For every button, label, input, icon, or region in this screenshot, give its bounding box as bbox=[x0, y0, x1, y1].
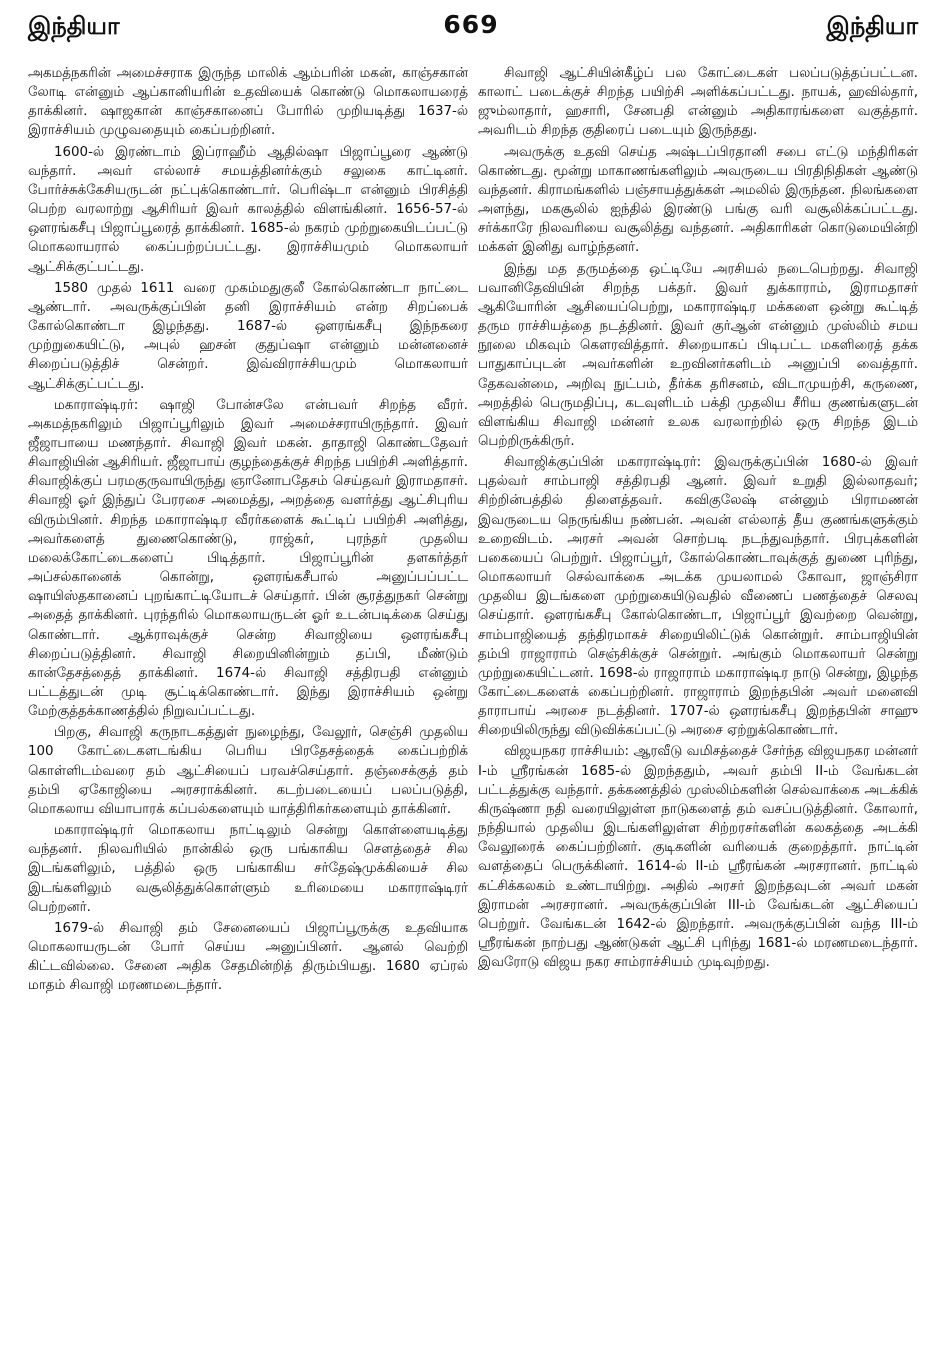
right-column bbox=[478, 64, 918, 1354]
paragraph: இந்து மத தருமத்தை ஒட்டியே அரசியல் நடைபெற்றது. சிவாஜி பவானிதேவியின் சிறந்த பக்தர். இவர் துக்காராம், இராமதாசர் ஆகியோரின் ஆசியைப்பெற்று, மகாராஷ்டிர மக்களை ஒன்று கூட்டித் தரும ராச்சியத்தை நடத்தினர். இவர் குர்ஆன் என்னும் முஸ்லிம் சமய நூலை மிகவும் கௌரவித்தார். சிறையாகப் பிடிபட்ட மகளிரைத் தக்க பாதுகாப்புடன் அவர்களின் உறவினர்களிடம் அனுப்பி வைத்தார். தேகவன்மை, அறிவு நுட்பம், தீர்க்க தரிசனம், விடாமுயற்சி, கருணை, அறத்தில் பெருமதிப்பு, கடவுளிடம் பக்தி முதலிய சீரிய குணங்களுடன் விளங்கிய சிவாஜி மன்னர் உலக வரலாற்றில் ஒரு சிறந்த இடம் பெற்றிருக்கிருர். bbox=[478, 261, 918, 449]
page-header bbox=[0, 6, 942, 52]
paragraph: அகமத்நகரின் அமைச்சராக இருந்த மாலிக் ஆம்பரின் மகன், காஞ்சகான் லோடி என்னும் ஆப்கானியரின் உதவியைக் கொண்டு மொகலாயரைத் தாக்கினர். ஷாஜகான் காஞ்சகானைப் போரில் முறியடித்து 1637-ல் இராச்சியம் முழுவதையும் கைப்பற்றினர். bbox=[28, 66, 468, 139]
paragraph: 1580 முதல் 1611 வரை முகம்மதுகுலீ கோல்கொண்டா நாட்டை ஆண்டார். அவருக்குப்பின் தனி இராச்சியம் என்ற சிறப்பைக் கோல்கொண்டா இழந்தது. 1687-ல் ஔரங்கசீபு இந்நகரை முற்றுகையிட்டு, அபுல் ஹசன் குதுப்ஷா என்னும் மன்னனைச் சிறைப்படுத்திச் சென்றர். இவ்விராச்சியமும் மொகலாயர் ஆட்சிக்குட்பட்டது. bbox=[28, 280, 468, 392]
paragraph: விஜயநகர ராச்சியம்: ஆரவீடு வமிசத்தைச் சேர்ந்த விஜயநகர மன்னர் I-ம் ஸ்ரீரங்கன் 1685-ல் இறந்ததும், அவர் தம்பி II-ம் வேங்கடன் பட்டத்துக்கு வந்தார். தக்கணத்தில் முஸ்லிம்களின் செல்வாக்கை அடக்கிக் கிருஷ்ணா நதி வரையிலுள்ள நாடுகளைத் தம் வசப்படுத்தினர். கோலார், நந்தியால் முதலிய இடங்களிலுள்ள சிற்றரசர்களின் கலகத்தை அடக்கி வேலூரைக் கைப்பற்றினர். குடிகளின் வரியைக் குறைத்தார். நாட்டின் வளத்தைப் பெருக்கினர். 1614-ல் II-ம் ஸ்ரீரங்கன் அரசரானர். நாட்டில் கட்சிக்கலகம் உண்டாயிற்று. அதில் அரசர் இறந்தவுடன் அவர் மகன் இராமன் அரசரானர். அவருக்குப்பின் III-ம் வேங்கடன் ஆட்சியைப் பெற்றுர். வேங்கடன் 1642-ல் இறந்தார். அவருக்குப்பின் வந்த III-ம் ஸ்ரீரங்கன் நாற்பது ஆண்டுகள் ஆட்சி புரிந்து 1681-ல் மரணமடைந்தார். இவரோடு விஜய நகர சாம்ராச்சியம் முடிவுற்றது. bbox=[478, 744, 918, 971]
paragraph: சிவாஜிக்குப்பின் மகாராஷ்டிரர்: இவருக்குப்பின் 1680-ல் இவர் புதல்வர் சாம்பாஜி சத்திரபதி ஆனர். இவர் உறுதி இல்லாதவர்; சிற்றின்பத்தில் திளைத்தவர். கவிகுலேஷ் என்னும் பிராமணன் இவருடைய நெருங்கிய நண்பன். அவன் எல்லாத் தீய குணங்களுக்கும் உறைவிடம். அரசர் அவன் சொற்படி நடந்துவந்தார். பிரபுக்களின் பகையைப் பெற்றுர். பிஜாப்பூர், கோல்கொண்டாவுக்குத் துணை புரிந்து, மொகலாயர் செல்வாக்கை அடக்க முயலாமல் கோவா, ஜாஞ்சிரா முதலிய இடங்களை முற்றுகையிடுவதில் வீணைப் பணத்தைச் செலவு செய்தார். ஔரங்கசீபு கோல்கொண்டா, பிஜாப்பூர் இவற்றை வென்று, சாம்பாஜியைத் தந்திரமாகச் சிறையிலிட்டுக் கொன்றுர். சாம்பாஜியின் தம்பி ராஜாராம் செஞ்சிக்குச் சென்றுர். அங்கும் மொகலாயர் சென்று முற்றுகையிட்டனர். 1698-ல் ராஜாராம் மகாராஷ்டிர நாடு சென்று, இழந்த கோட்டைகளைக் கைப்பற்றினர். ராஜாராம் இறந்தபின் அவர் மனைவி தாராபாய் அரசை நடத்தினர். 1707-ல் ஔரங்கசீபு இறந்தபின் சாஹு சிறையிலிருந்து விடுவிக்கப்பட்டு அரசை ஏற்றுக்கொண்டார். bbox=[478, 455, 918, 739]
running-head-left: இந்தியா bbox=[28, 12, 120, 40]
paragraph: பிறகு, சிவாஜி கருநாடகத்துள் நுழைந்து, வேலூர், செஞ்சி முதலிய 100 கோட்டைகளடங்கிய பெரிய பிரதேசத்தைக் கைப்பற்றிக் கொள்ளிடம்வரை தம் ஆட்சியைப் பரவச்செய்தார். தஞ்சைக்குத் தம் தம்பி ஏகோஜியை அரசராக்கினர். கடற்படையைப் பலப்படுத்தி, மொகலாய வியாபாரக் கப்பல்களையும் யாத்திரிகர்களையும் தாக்கினர். bbox=[28, 725, 468, 817]
left-column bbox=[28, 64, 468, 1354]
paragraph: மகாராஷ்டிரர் மொகலாய நாட்டிலும் சென்று கொள்ளையடித்து வந்தனர். நிலவரியில் நான்கில் ஒரு பங்காகிய சௌத்தைச் சில இடங்களிலும், பத்தில் ஒரு பங்காகிய சர்தேஷ்முக்கியைச் சில இடங்களிலும் வசூலித்துக்கொள்ளும் உரிமையை மகாராஷ்டிரர் பெற்றனர். bbox=[28, 823, 468, 915]
running-head-right: இந்தியா bbox=[826, 12, 918, 40]
paragraph: 1600-ல் இரண்டாம் இப்ராஹீம் ஆதில்ஷா பிஜாப்பூரை ஆண்டு வந்தார். அவர் எல்லாச் சமயத்தினர்க்கும் சலுகை காட்டினர். போர்ச்சுக்கேசியருடன் நட்புக்கொண்டார். பெரிஷ்டா என்னும் பிரசித்தி பெற்ற வரலாற்று ஆசிரியர் இவர் காலத்தில் விளங்கினர். 1656-57-ல் ஔரங்கசீபு பிஜாப்பூரைத் தாக்கினர். 1685-ல் நகரம் முற்றுகையிடப்பட்டு மொகலாயரால் கைப்பற்றப்பட்டது. இராச்சியமும் மொகலாயர் ஆட்சிக்குட்பட்டது. bbox=[28, 144, 468, 275]
paragraph: மகாராஷ்டிரர்: ஷாஜி போன்சலே என்பவர் சிறந்த வீரர். அகமத்நகரிலும் பிஜாப்பூரிலும் இவர் அமைச்சராயிருந்தார். இவர் ஜீஜாபாயை மணந்தார். சிவாஜி இவர் மகன். தாதாஜி கொண்டதேவர் சிவாஜியின் ஆசிரியர். ஜீஜாபாய் குழந்தைக்குச் சிறந்த பயிற்சி அளித்தார். சிவாஜிக்குப் பரமகுருவாயிருந்து ஞானோபதேசம் செய்தவர் இராமதாசர். சிவாஜி ஓர் இந்துப் பேரரசை அமைத்து, அறத்தை வளர்த்து ஆட்சிபுரிய விரும்பினர். சிறந்த மகாராஷ்டிர வீரர்களைக் கூட்டிப் பயிற்சி அளித்து, அவர்களைத் துணைகொண்டு, ராஜ்கர், புரந்தர் முதலிய மலைக்கோட்டைகளைப் பிடித்தார். பிஜாப்பூரின் தளகர்த்தர் அப்சல்கானைக் கொன்று, ஔரங்கசீபால் அனுப்பப்பட்ட ஷாயிஸ்தகானைப் புறங்காட்டியோடச் செய்தார். பின் சூரத்துநகர் சென்று அதைத் தாக்கினர். புரந்தரில் மொகலாயருடன் ஓர் உடன்படிக்கை செய்து கொண்டார். ஆக்ராவுக்குச் சென்ற சிவாஜியை ஔரங்கசீபு சிறைப்படுத்தினர். சிவாஜி சிறையினின்றும் தப்பி, மீண்டும் கான்தேசத்தைத் தாக்கினர். 1674-ல் சிவாஜி சத்திரபதி என்னும் பட்டத்துடன் முடி சூட்டிக்கொண்டார். இந்து இராச்சியம் ஒன்று மேற்குத்தக்காணத்தில் நிறுவப்பட்டது. bbox=[28, 397, 468, 720]
paragraph: 1679-ல் சிவாஜி தம் சேனையைப் பிஜாப்பூருக்கு உதவியாக மொகலாயருடன் போர் செய்ய அனுப்பினர். ஆனல் வெற்றி கிட்டவில்லை. சேனை அதிக சேதமின்றித் திரும்பியது. 1680 ஏப்ரல் மாதம் சிவாஜி மரணமடைந்தார். bbox=[28, 920, 468, 994]
paragraph: சிவாஜி ஆட்சியின்கீழ்ப் பல கோட்டைகள் பலப்படுத்தப்பட்டன. காலாட் படைக்குச் சிறந்த பயிற்சி அளிக்கப்பட்டது. நாயக், ஹவில்தார், ஜும்லாதார், ஹசாரி, சேனபதி என்னும் அதிகாரங்களை வகுத்தார். அவரிடம் சிறந்த குதிரைப் படையும் இருந்தது. bbox=[478, 66, 918, 139]
paragraph: அவருக்கு உதவி செய்த அஷ்டப்பிரதானி சபை எட்டு மந்திரிகள் கொண்டது. மூன்று மாகாணங்களிலும் அவருடைய பிரதிநிதிகள் ஆண்டு வந்தனர். கிராமங்களில் பஞ்சாயத்துக்கள் அமலில் இருந்தன. நிலங்களை அளந்து, மகசூலில் ஐந்தில் இரண்டு பங்கு வரி வசூலிக்கப்பட்டது. சர்க்காரே நிலவரியை வசூலித்து வந்தனர். அதிகாரிகள் கொடுமையின்றி மக்கள் இனிது வாழ்ந்தனர். bbox=[478, 144, 918, 256]
page-number: 669 bbox=[443, 10, 499, 39]
